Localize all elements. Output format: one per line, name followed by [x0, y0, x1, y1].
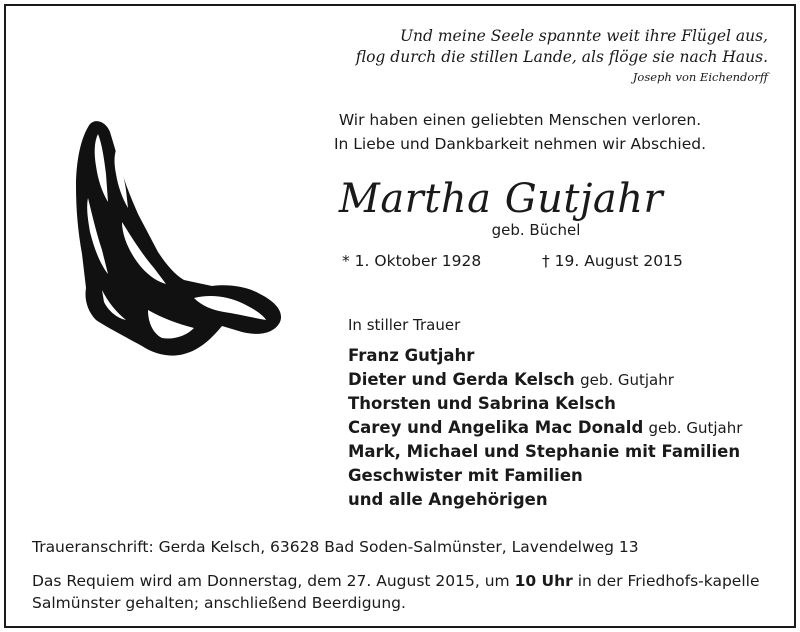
family-member-name: und alle Angehörigen	[348, 490, 548, 509]
family-member	[348, 344, 742, 368]
intro-line: In Liebe und Dankbarkeit nehmen wir Abschied.	[333, 135, 707, 153]
deceased-name: Martha Gutjahr	[338, 176, 664, 222]
mourning-label: In stiller Trauer	[348, 316, 461, 334]
requiem-text: in der Friedhofs-kapelle Salmünster gehalten; anschließend Beerdigung.	[32, 572, 760, 612]
quote-line: flog durch die stillen Lande, als flöge sie nach Haus.	[355, 48, 768, 66]
quote-author: Joseph von Eichendorff	[632, 70, 768, 84]
maiden-name: geb. Büchel	[491, 221, 581, 239]
family-member	[348, 464, 742, 488]
family-member	[348, 368, 742, 392]
family-member-name: Dieter und Gerda Kelsch	[348, 370, 575, 389]
requiem-notice	[32, 570, 774, 614]
family-member-name: Mark, Michael und Stephanie mit Familien	[348, 442, 741, 461]
obituary-card	[4, 4, 796, 628]
poem-quote	[356, 26, 768, 86]
requiem-time: 10 Uhr	[514, 572, 573, 590]
family-member	[348, 488, 742, 512]
family-member	[348, 440, 742, 464]
intro-line: Wir haben einen geliebten Menschen verloren.	[338, 111, 702, 129]
requiem-text: Das Requiem wird am Donnerstag, dem 27. August 2015, um	[32, 572, 510, 590]
family-member-name: Carey und Angelika Mac Donald	[348, 418, 644, 437]
praying-hands-icon	[62, 114, 292, 364]
family-member	[348, 416, 742, 440]
family-member-name: Franz Gutjahr	[348, 346, 475, 365]
mourning-address: Traueranschrift: Gerda Kelsch, 63628 Bad Soden-Salmünster, Lavendelweg 13	[32, 538, 639, 556]
birth-date: * 1. Oktober 1928	[342, 252, 482, 270]
family-list	[348, 344, 742, 512]
death-date: † 19. August 2015	[542, 252, 683, 270]
quote-line: Und meine Seele spannte weit ihre Flügel aus,	[399, 27, 768, 45]
family-member	[348, 392, 742, 416]
family-member-name: Geschwister mit Familien	[348, 466, 583, 485]
family-member-name: Thorsten und Sabrina Kelsch	[348, 394, 616, 413]
family-member-suffix: geb. Gutjahr	[580, 371, 674, 389]
intro-text	[320, 108, 720, 156]
family-member-suffix: geb. Gutjahr	[648, 419, 743, 437]
